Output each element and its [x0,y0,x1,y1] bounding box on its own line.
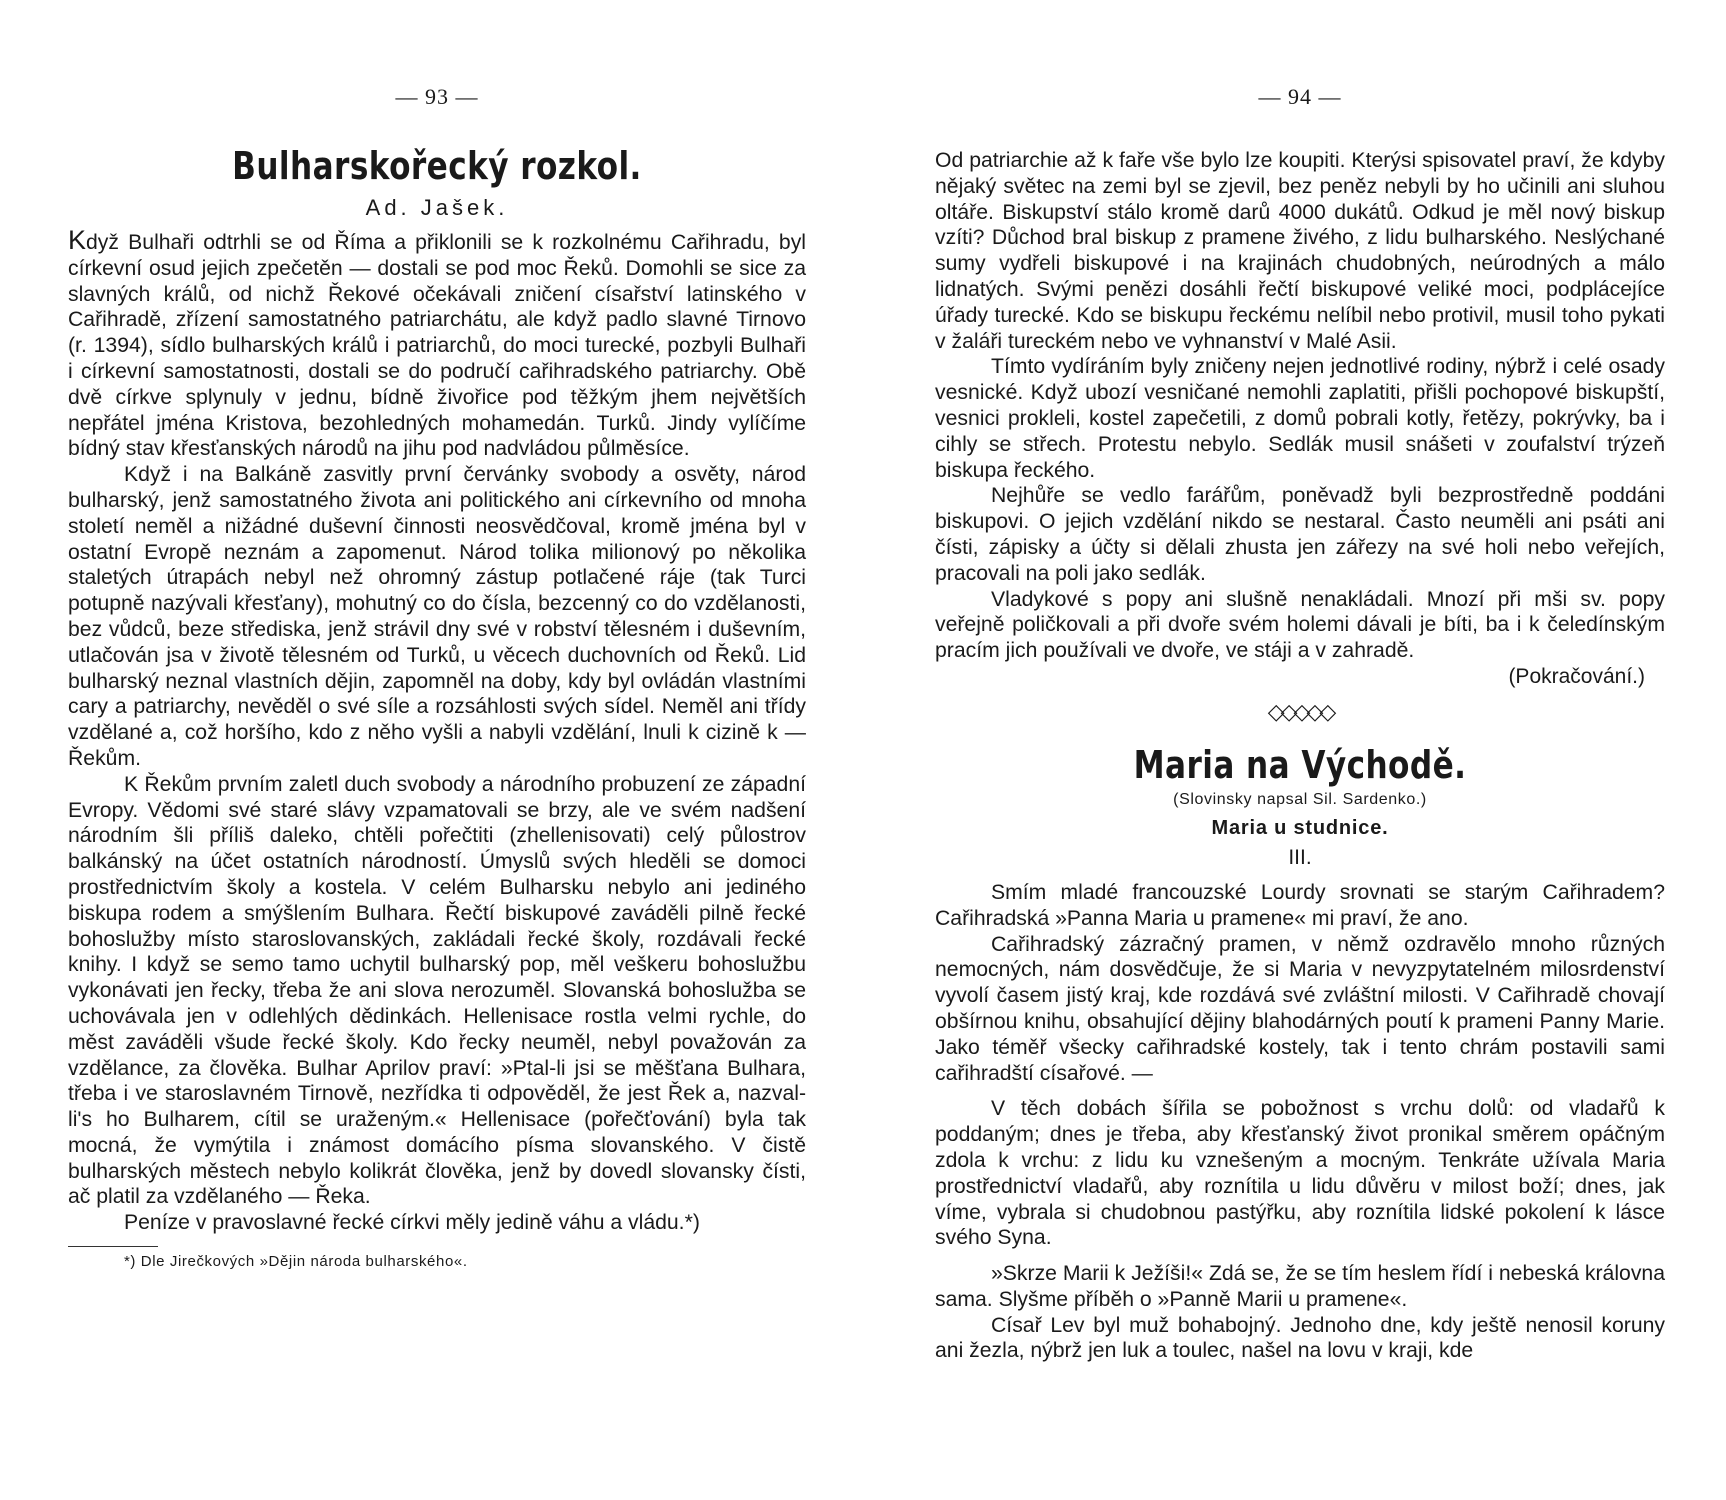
paragraph: Nejhůře se vedlo farářům, poněvadž byli bezprostředně poddáni biskupovi. O jejich vzdělání nikdo se nestaral. Často neuměli ani psáti ani čísti, zápisky a účty si dělali zhusta jen zářezy na své holi nebo veřejích, pracovali na poli jako sedlák. [935,484,1665,585]
paragraph: V těch dobách šířila se pobožnost s vrchu dolů: od vladařů k poddaným; dnes je třeba, aby křesťanský život pronikal směrem opáčným zdola k vrchu: z lidu ku vznešeným a mocným. Tenkráte užívala Maria prostřednictví vladařů, aby roznítila u lidu důvěru v milost boží; dnes, jak víme, vybrala si chudobnou pastýřku, aby roznítila lidské pokolení k lásce svého Syna. [935,1097,1665,1250]
paragraph: Když i na Balkáně zasvitly první červánky svobody a osvěty, národ bulharský, jenž samostatného života ani politického ani církevního od mnoha století neměl a nižádné duševní činnosti neosvědčoval, kromě jména byl v ostatní Evropě neznám a zapomenut. Národ tolika milionový po několika staletých útrapách nebyl než ohromný zástup potlačené ráje (tak Turci potupně nazývali křesťany), mohutný co do čísla, bezcenný co do vzdělanosti, bez vůdců, beze střediska, jenž strávil dny své v robství tělesném i duševním, utlačován jsa v životě tělesném od Turků, u věcech duchovních od Řeků. Lid bulharský neznal vlastních dějin, zapomněl na doby, kdy byl ovládán vlastními cary a patriarchy, nevěděl o své síle a rozsáhlosti svých sídel. Neměl ani třídy vzdělané a, což horšího, kdo z něho vyšli a nabyli vzdělání, lnuli k cizině k — Řekům. [68,463,806,770]
spacer [935,1086,1665,1096]
drop-cap: K [68,225,87,255]
continued-note: (Pokračování.) [1508,664,1645,688]
footnote-divider [68,1246,158,1247]
paragraph-text: dyž Bulhaři odtrhli se od Říma a přiklonili se k rozkolnému Cařihradu, byl církevní osud jejich zpečetěn — dostali se pod moc Řeků. Domohli se sice za slavných králů, od nichž Řekové očekávali zničení císařství latinského v Cařihradě, zřízení samostatného patriarchátu, ale když padlo slavné Tirnovo (r. 1394), sídlo bulharských králů i patriarchů, do moci turecké, pozbyli Bulhaři i církevní samostatnosti, dostali se do područí cařihradského patriarchy. Obě dvě církve splynuly v jednu, bídně živořice pod těžkým jhem největších nepřátel jména Kristova, bezohledných mohamedán. Turků. Jindy vylíčíme bídný stav křesťanských národů na jihu pod nadvládou půlměsíce. [68,231,806,461]
paragraph: K Řekům prvním zaletl duch svobody a národního probuzení ze západní Evropy. Vědomi své staré slávy vzpamatovali se brzy, ale ve svém nadšení národním šli příliš daleko, chtěli pořečtiti (zhellenisovati) celý půlostrov balkánský na účet ostatních národností. Úmyslů svých hleděli se domoci prostřednictvím školy a kostela. V celém Bulharsku nebylo ani jediného biskupa rodem a smýšlením Bulhara. Řečtí biskupové zaváděli pilně řecké bohoslužby místo staroslovanských, zakládali řecké školy, rozdávali řecké knihy. I když se semo tamo uchytil bulharský pop, měl veškeru bohoslužbu vykonávati jen řecky, třeba že ani slova nerozuměl. Slovanská bohoslužba se uchovávala jen v odlehlých dědinkách. Hellenisace rostla velmi rychle, do měst zaváděli všude řecké školy. Kdo řecky neuměl, nebyl považován za vzdělance, za člověka. Bulhar Aprilov praví: »Ptal-li jsi se měšťana Bulhara, třeba i ve staroslavném Tirnově, nezřídka ti odpověděl, že jest Řek a, nazval-li's ho Bulharem, cítil se uraženým.« Hellenisace (pořečťování) byla tak mocná, že vymýtila i známost domácího písma slovanského. V čistě bulharských městech nebylo kolikrát člověka, jenž by dovedl slovansky čísti, ač platil za vzdělaného — Řeka. [68,772,806,1209]
page-number: — 93 — [395,84,479,109]
article-author: Ad. Jašek. [365,195,509,220]
spacer [935,1251,1665,1261]
paragraph: Od patriarchie až k faře vše bylo lze koupiti. Kterýsi spisovatel praví, že kdyby nějaký světec na zemi byl se zjevil, bez peněz nebyli by ho učinili ani sluhou oltáře. Biskupství stálo kromě darů 4000 dukátů. Odkud je měl nový biskup vzíti? Důchod bral biskup z pramene živého, z lidu bulharského. Neslýchané sumy vydřeli biskupové i na krajinách chudobných, neúrodných a málo lidnatých. Svými penězi dosáhli řečtí biskupové veliké moci, podplácejíce úřady turecké. Kdo se biskupu řeckému nelíbil nebo protivil, musil toho pykati v žaláři tureckém nebo ve vyhnanství v Malé Asii. [935,149,1665,353]
section-title: Maria u studnice. [1211,816,1389,839]
article-title: Bulharskořecký rozkol. [232,144,642,188]
section-number: III. [1288,845,1312,869]
article-title: Maria na Východě. [1133,742,1467,787]
paragraph: Vladykové s popy ani slušně nenakládali. Mnozí při mši sv. popy veřejně poličkovali a při dvoře svém holemi dávali je bíti, ba i k čeledínským pracím jich používali ve dvoře, ve stáji a v zahradě. [935,587,1665,663]
article-subtitle: (Slovinsky napsal Sil. Sardenko.) [1173,790,1427,808]
paragraph: Cařihradský zázračný pramen, v němž ozdravělo mnoho různých nemocných, nám dosvědčuje, že si Maria v nevyzpytatelném milosrdenství vyvolí časem jistý kraj, kde rozdává své zvláštní milosti. V Cařihradě chovají obšírnou knihu, obsahující dějiny blahodárných poutí k prameni Panny Marie. Jako téměř všecky cařihradské kostely, tak i tento chrám postavili sami cařihradští císařové. — [935,932,1665,1085]
footnote: *) Dle Jirečkových »Dějin národa bulharského«. [124,1253,468,1271]
left-column [68,142,806,1270]
ornament-divider: ◇◇◇◇◇ [1267,699,1333,725]
paragraph: Smím mladé francouzské Lourdy srovnati se starým Cařihradem? Cařihradská »Panna Maria u pramene« mi praví, že ano. [935,880,1665,930]
right-column [935,148,1665,1364]
paragraph [68,225,806,462]
paragraph: »Skrze Marii k Ježíši!« Zdá se, že se tím heslem řídí i nebeská královna sama. Slyšme příběh o »Panně Marii u pramene«. [935,1262,1665,1311]
paragraph: Tímto vydíráním byly zničeny nejen jednotlivé rodiny, nýbrž i celé osady vesnické. Když ubozí vesničané nemohli zaplatiti, přišli pochopové biskupští, vesnici prokleli, kostel zapečetili, z domů pobrali kotly, řetězy, pokrývky, ba i cihly se střech. Protestu nebylo. Sedlák musil snášeti v zoufalství trýzeň biskupa řeckého. [935,355,1665,482]
page-number: — 94 — [1258,84,1342,109]
paragraph: Peníze v pravoslavné řecké církvi měly jedině váhu a vládu.*) [124,1211,700,1235]
paragraph: Císař Lev byl muž bohabojný. Jednoho dne, kdy ještě nenosil koruny ani žezla, nýbrž jen luk a toulec, našel na lovu v kraji, kde [935,1313,1665,1363]
